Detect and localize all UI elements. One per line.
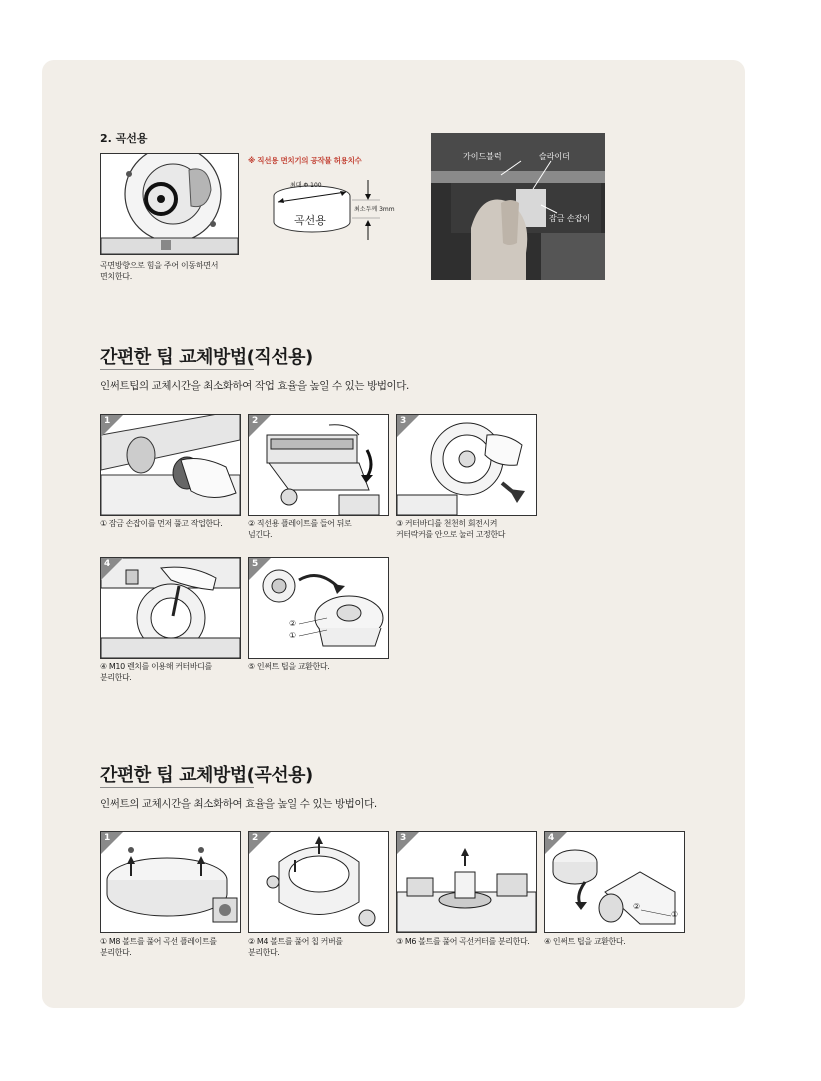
allowance-note: ※ 직선용 면치기의 공작물 허용치수 (248, 156, 362, 165)
caption-line: 면치한다. (100, 272, 132, 281)
curve-step-1-photo (100, 831, 241, 933)
caption-line: ③ 커터바디를 천천히 회전시켜 (396, 519, 498, 528)
section-title: 2. 곡선용 (100, 132, 148, 145)
guide-block-label: 가이드블럭 (463, 152, 502, 161)
insert-mark-2: ② (289, 619, 297, 628)
caption-line: ② 직선용 플레이트를 들어 뒤로 (248, 519, 352, 528)
straight-step-1-caption (100, 518, 245, 529)
curve-tips-heading: 간편한 팁 교체방법(곡선용) (100, 765, 313, 786)
curve-step-2-caption (248, 936, 393, 958)
caption-line: ① 잠금 손잡이를 먼저 풀고 작업한다. (100, 519, 223, 528)
insert-mark-1: ① (289, 631, 297, 640)
caption-line: ⑤ 인써트 팁을 교환한다. (248, 662, 330, 671)
straight-step-2-caption (248, 518, 393, 540)
step-number: 1 (104, 833, 111, 843)
straight-step-3-photo (396, 414, 537, 516)
step-number: 3 (400, 416, 407, 426)
caption-line: ③ M6 볼트를 풀어 곡선커터를 분리한다. (396, 937, 530, 946)
slider-label: 슬라이더 (539, 152, 570, 161)
min-thickness-label: 최소두께 3mm (354, 206, 395, 213)
allowance-diagram (268, 178, 408, 253)
step-number: 5 (252, 559, 259, 569)
curve-step-4-caption (544, 936, 689, 947)
caption-line: 분리한다. (100, 673, 132, 682)
step-number: 2 (252, 416, 259, 426)
straight-step-3-caption (396, 518, 556, 540)
insert-mark-1: ① (671, 910, 679, 919)
step-number: 4 (548, 833, 555, 843)
step-number: 4 (104, 559, 111, 569)
straight-step-1-photo (100, 414, 241, 516)
curve-step-2-photo (248, 831, 389, 933)
caption-line: 커터락커를 안으로 눌러 고정한다 (396, 530, 506, 539)
caption-line: 분리한다. (100, 948, 132, 957)
heading-divider (100, 787, 254, 788)
curve-step-3-photo (396, 831, 537, 933)
straight-step-2-photo (248, 414, 389, 516)
curve-usage-caption (100, 260, 250, 282)
caption-line: ④ 인써트 팁을 교환한다. (544, 937, 626, 946)
step-number: 1 (104, 416, 111, 426)
heading-divider (100, 369, 254, 370)
machine-photo (431, 133, 605, 280)
lock-handle-label: 잠금 손잡이 (549, 214, 591, 223)
step-number: 2 (252, 833, 259, 843)
straight-tips-description: 인써트팁의 교체시간을 최소화하여 작업 효율을 높일 수 있는 방법이다. (100, 380, 409, 392)
straight-step-4-photo (100, 557, 241, 659)
curve-step-3-caption (396, 936, 546, 947)
curve-step-4-photo (544, 831, 685, 933)
caption-line: 분리한다. (248, 948, 280, 957)
step-number: 3 (400, 833, 407, 843)
straight-tips-heading: 간편한 팁 교체방법(직선용) (100, 347, 313, 368)
curve-tips-description: 인써트의 교체시간을 최소화하여 효율을 높일 수 있는 방법이다. (100, 798, 377, 810)
straight-step-5-photo (248, 557, 389, 659)
caption-line: ① M8 볼트를 풀어 곡선 플레이트를 (100, 937, 217, 946)
curve-usage-photo (100, 153, 239, 255)
caption-line: 넘긴다. (248, 530, 273, 539)
caption-line: ④ M10 렌치를 이용해 커터바디를 (100, 662, 212, 671)
content-card (42, 60, 745, 1008)
straight-step-4-caption (100, 661, 245, 683)
caption-line: ② M4 볼트를 풀어 칩 커버를 (248, 937, 343, 946)
curve-step-1-caption (100, 936, 245, 958)
caption-line: 곡면방향으로 힘을 주어 이동하면서 (100, 261, 219, 270)
straight-step-5-caption (248, 661, 393, 672)
insert-mark-2: ② (633, 902, 641, 911)
max-diameter-label: 최대 Φ 100 (290, 182, 322, 189)
cylinder-label: 곡선용 (294, 214, 326, 227)
